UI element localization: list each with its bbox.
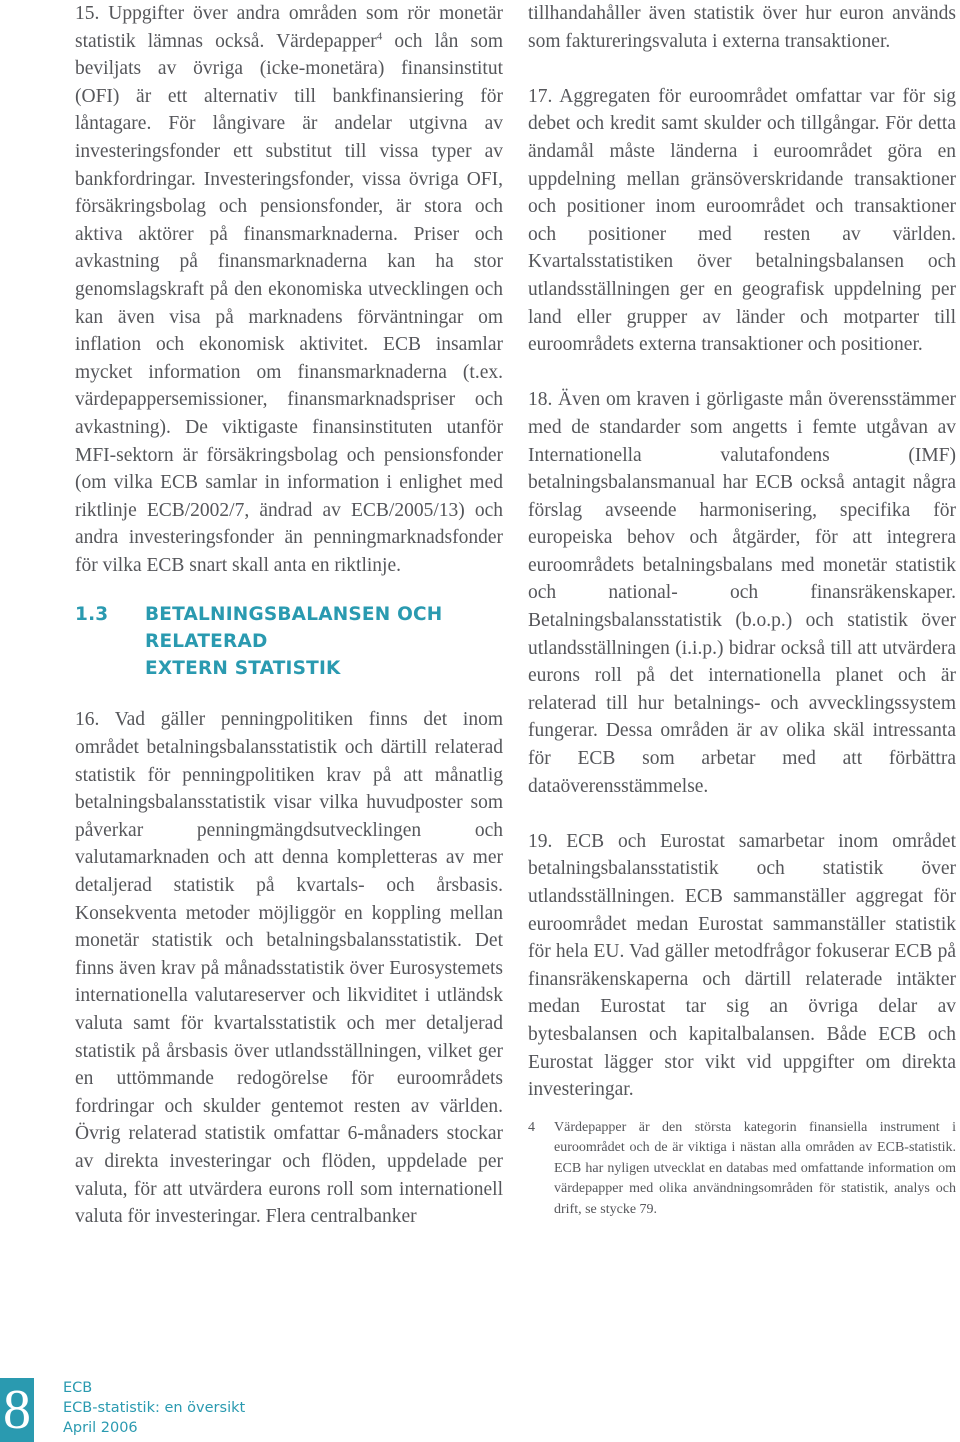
right-column [528,0,956,1220]
left-column [75,0,503,1231]
section-title-line-1: BETALNINGSBALANSEN OCH RELATERAD [145,604,443,653]
paragraph-16-continued: tillhandahåller även statistik över hur euron används som faktureringsvaluta i externa transaktioner. [528,3,956,52]
page-number-bar [0,1378,34,1442]
footnote-number: 4 [528,1119,535,1135]
footer-publication-title: ECB-statistik: en översikt [63,1400,246,1416]
footer-text [63,1378,245,1438]
page-footer [0,1378,300,1442]
paragraph-18: 18. Även om kraven i görligaste mån överensstämmer med de standarder som angetts i femte utgåvan av Internationella valutafondens (IMF) betalningsbalansmanual har ECB också antagit några förslag avseende harmonisering, specifika för europeiska behov och åtgärder, för att integrera euroområdets betalningsbalans med monetär statistik och national- och finansräkenskaper. Betalningsbalansstatistik (b.o.p.) och statistik över utlandsställningen (i.i.p.) bidrar också till att utvärdera eurons roll på det internationella planet och är relaterad till hur betalnings- och avvecklingssystem fungerar. Dessa områden är av olika skäl intressanta för ECB som arbetar med att förbättra dataöverensstämmelse. [528,389,956,797]
paragraph-17: 17. Aggregaten för euroområdet omfattar var för sig debet och kredit samt skulder och tillgångar. För detta ändamål måste länderna i euroområdet göra en uppdelning mellan gränsöverskridande transaktioner och positioner inom euroområdet och transaktioner och positioner med resten av världen. Kvartalsstatistiken över betalningsbalansen och utlandsställningen ger en geografisk uppdelning per land eller grupper av länder och motparter till euroområdets externa transaktioner och positioner. [528,85,956,356]
footnote-text: Värdepapper är den största kategorin finansiella instrument i euroområdet och de är viktiga i nästan alla områden av ECB-statistik. ECB har nyligen utvecklat en databas med omfattande information om värdepapper med olika användningsområden för statistik, analys och drift, se stycke 79. [554,1119,956,1217]
footnote [528,1118,956,1221]
paragraph-15-text-end: och lån som beviljats av övriga (icke-monetära) finansinstitut (OFI) är ett alternativ till bankfinansiering för låntagare. För långivare är andelar utgivna av investeringsfonder ett substitut till vissa typer av bankfordringar. Investeringsfonder, vissa övriga OFI, försäkringsbolag och pensionsfonder, är stora och aktiva aktörer på finansmarknaderna. Priser och avkastning på finansmarknaderna kan ha stor genomslagskraft på den ekonomiska utvecklingen och kan även visa på marknadens förväntningar om inflation och ekonomisk aktivitet. ECB insamlar mycket information om finansmarknaderna (t.ex. värdepappersemissioner, finansmarknadspriser och avkastning). De viktigaste finansinstituten utanför MFI-sektorn är försäkringsbolag och pensionsfonder (om vilka ECB samlar in information i enlighet med riktlinje ECB/2002/7, ändrad av ECB/2005/13) och andra investeringsfonder än penningmarknadsfonder för vilka ECB snart skall anta en riktlinje. [75,30,503,576]
page-number: 8 [3,1379,31,1441]
paragraph-15-text-start: 15. Uppgifter över andra områden som rör monetär statistik lämnas också. Värdepapper [75,3,503,52]
paragraph-19: 19. ECB och Eurostat samarbetar inom området betalningsbalansstatistik och statistik över utlandsställningen. ECB sammanställer aggregat för euroområdet medan Eurostat sammanställer statistik för hela EU. Vad gäller metodfrågor fokuserar ECB på finansräkenskaperna och därtill relaterade intäkter medan Eurostat tar sig an övriga delar av bytesbalansen och kapitalbalansen. Både ECB och Eurostat lägger stor vikt vid uppgifter om direkta investeringar. [528,830,956,1101]
section-title-line-2: EXTERN STATISTIK [145,658,341,680]
paragraph-16: 16. Vad gäller penningpolitiken finns det inom området betalningsbalansstatistik och därtill relaterad statistik för penningpolitiken krav på att månatlig betalningsbalansstatistik visar vilka huvudposter som påverkar penningmängdsutvecklingen och valutamarknaden och att denna kompletteras av mer detaljerad statistik på kvartals- och årsbasis. Konsekventa metoder möjliggör en koppling mellan monetär statistik och betalningsbalansstatistik. Det finns även krav på månadsstatistik över Eurosystemets internationella valutareserver och likviditet i utländsk valuta samt för kvartalsstatistik och mer detaljerad statistik på årsbasis över utlandsställningen, vilket ger en uttömmande redogörelse för euroområdets fordringar och skulder gentemot resten av världen. Övrig relaterad statistik omfattar 6-månaders stockar av direkta investeringar och flöden, uppdelade per valuta, för att utvärdera eurons roll som internationell valuta för investeringar. Flera centralbanker [75,709,503,1228]
paragraph-15 [75,0,503,579]
footer-publisher: ECB [63,1380,93,1396]
footer-date: April 2006 [63,1420,138,1436]
section-number: 1.3 [75,604,109,626]
section-heading [75,601,503,682]
footnote-reference[interactable]: 4 [376,30,383,43]
